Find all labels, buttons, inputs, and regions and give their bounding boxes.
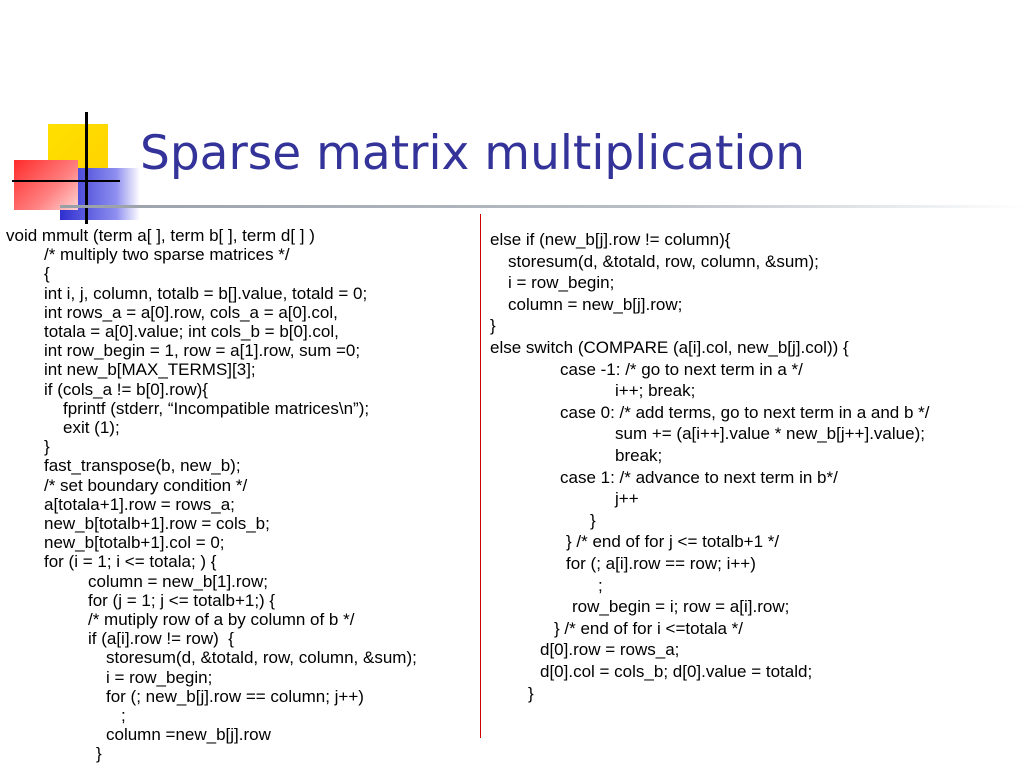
code-line: /* multiply two sparse matrices */ xyxy=(44,245,290,265)
code-line: int new_b[MAX_TERMS][3]; xyxy=(44,360,256,380)
code-line: new_b[totalb+1].row = cols_b; xyxy=(44,514,270,533)
code-line: case 0: /* add terms, go to next term in a and b */ xyxy=(560,402,930,422)
code-line: ; xyxy=(121,706,126,725)
left-code-block xyxy=(6,225,478,763)
code-line: } xyxy=(590,510,596,530)
code-line: exit (1); xyxy=(63,418,120,437)
code-line: for (j = 1; j <= totalb+1;) { xyxy=(88,590,276,610)
column-divider xyxy=(480,214,481,738)
code-line: a[totala+1].row = rows_a; xyxy=(44,494,235,514)
code-line: for (; a[i].row == row; i++) xyxy=(566,554,756,573)
code-line: case 1: /* advance to next term in b*/ xyxy=(560,467,838,487)
code-line: } /* end of for j <= totalb+1 */ xyxy=(566,532,780,552)
title-underline xyxy=(60,205,1024,208)
decoration-horizontal-line xyxy=(12,180,120,182)
code-line: column =new_b[j].row xyxy=(106,725,271,745)
code-line: d[0].col = cols_b; d[0].value = totald; xyxy=(540,662,813,681)
code-line: /* mutiply row of a by column of b */ xyxy=(88,610,355,629)
code-line: for (; new_b[j].row == column; j++) xyxy=(106,686,364,706)
code-line: storesum(d, &totald, row, column, &sum); xyxy=(106,648,417,668)
code-line: row_begin = i; row = a[i].row; xyxy=(572,597,790,617)
code-line: void mmult (term a[ ], term b[ ], term d[ ] ) xyxy=(6,226,315,245)
code-line: if (a[i].row != row) { xyxy=(88,629,234,649)
code-line: } xyxy=(528,683,534,703)
code-line: else if (new_b[j].row != column){ xyxy=(490,230,731,249)
code-line: i = row_begin; xyxy=(106,667,213,687)
code-line: storesum(d, &totald, row, column, &sum); xyxy=(508,251,819,271)
code-line: int rows_a = a[0].row, cols_a = a[0].col, xyxy=(44,302,338,322)
code-line: } xyxy=(96,744,102,764)
code-line: ; xyxy=(598,575,603,595)
code-line: break; xyxy=(615,446,663,465)
code-line: new_b[totalb+1].col = 0; xyxy=(44,533,225,553)
code-line: } /* end of for i <=totala */ xyxy=(554,618,744,638)
code-line: { xyxy=(44,264,50,284)
code-line: column = new_b[j].row; xyxy=(508,294,683,314)
code-line: sum += (a[i++].value * new_b[j++].value); xyxy=(615,424,925,444)
code-line: fast_transpose(b, new_b); xyxy=(44,456,241,476)
code-line: else switch (COMPARE (a[i].col, new_b[j].col)) { xyxy=(490,338,849,357)
code-line: totala = a[0].value; int cols_b = b[0].col, xyxy=(44,322,339,341)
code-line: } xyxy=(44,437,50,457)
decoration-red-square xyxy=(14,160,78,210)
code-line: int row_begin = 1, row = a[1].row, sum =0; xyxy=(44,341,361,361)
code-line: i++; break; xyxy=(615,381,696,401)
code-line: /* set boundary condition */ xyxy=(44,475,248,495)
code-line: case -1: /* go to next term in a */ xyxy=(560,359,803,379)
code-line: if (cols_a != b[0].row){ xyxy=(44,379,208,399)
code-line: column = new_b[1].row; xyxy=(88,571,269,591)
code-line: int i, j, column, totalb = b[].value, totald = 0; xyxy=(44,283,368,303)
slide-title: Sparse matrix multiplication xyxy=(140,126,806,181)
code-line: j++ xyxy=(615,489,639,509)
code-line: } xyxy=(490,316,496,336)
code-line: d[0].row = rows_a; xyxy=(540,640,680,660)
code-line: for (i = 1; i <= totala; ) { xyxy=(44,552,217,572)
right-code-block xyxy=(490,229,1020,729)
code-line: fprintf (stderr, “Incompatible matrices\n”); xyxy=(63,398,370,418)
code-line: i = row_begin; xyxy=(508,273,615,293)
